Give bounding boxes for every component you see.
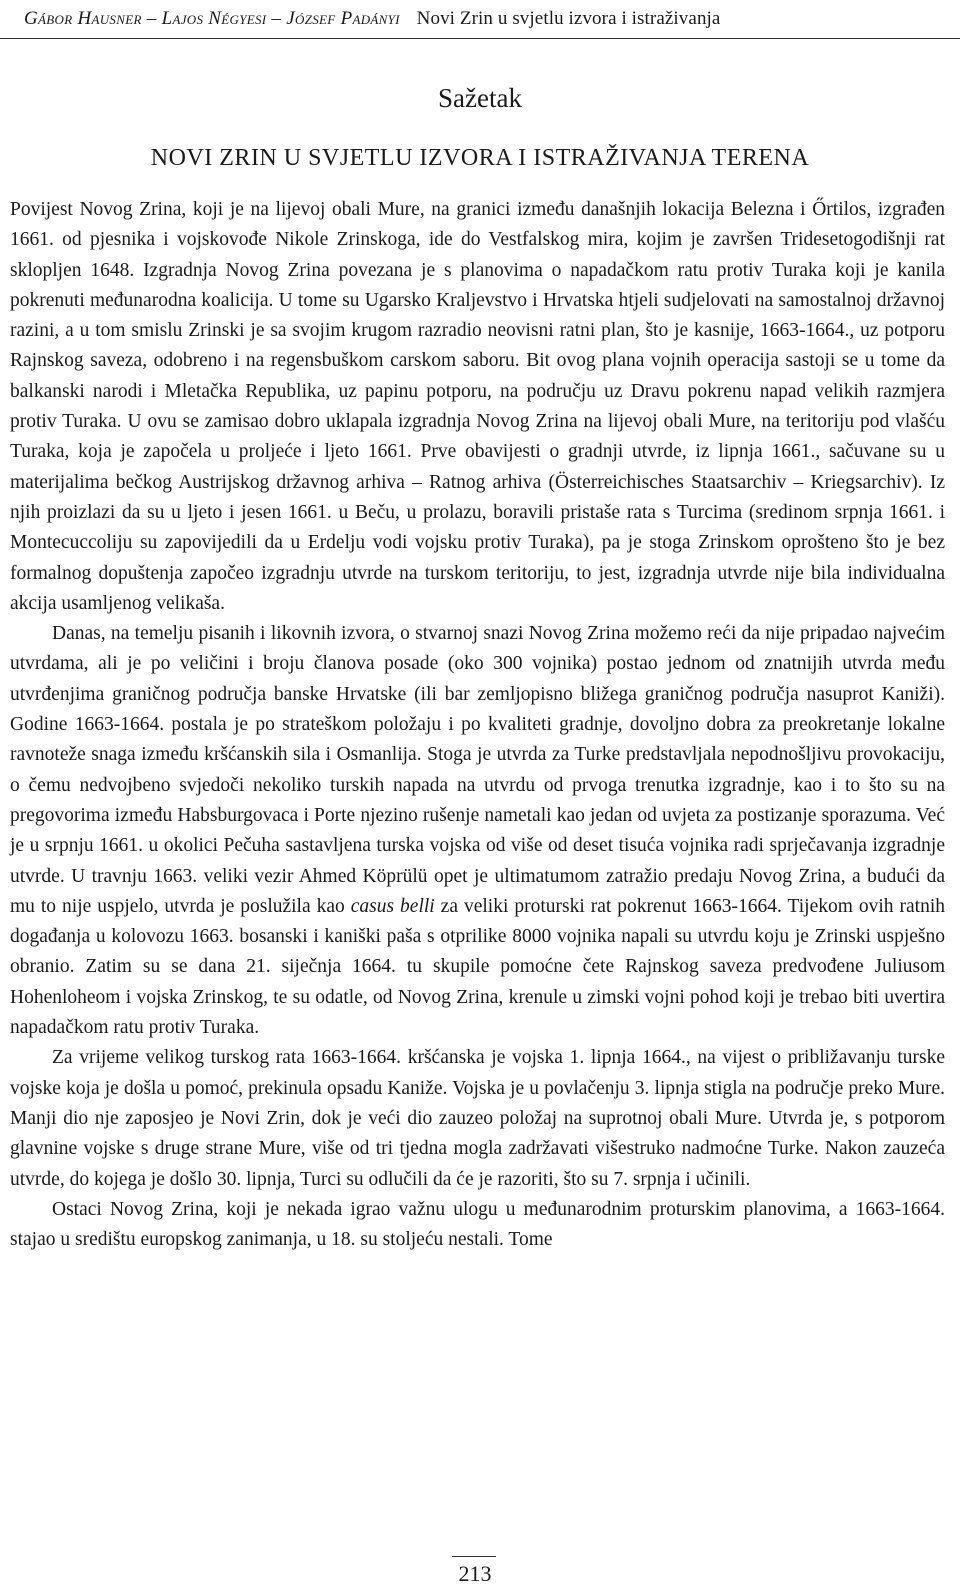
section-label: Sažetak [438,83,522,113]
header-authors: Gábor Hausner – Lajos Négyesi – József Padányi [24,8,400,29]
paragraph-2 [10,619,945,1043]
paragraph-2-text-after: za veliki proturski rat pokrenut 1663-1664. Tijekom ovih ratnih događanja u kolovozu 1663. bosanski i kaniški paša s otprilike 8000 vojnika napali su utvrdu koju je Zrinski uspješno obranio. Zatim su se dana 21. siječnja 1664. tu skupile pomoćne čete Rajnskog saveza predvođene Juliusom Hohenloheom i vojska Zrinskog, te su odatle, od Novog Zrina, krenule u zimski vojni pohod koji je trebao biti uvertira napadačkom ratu protiv Turaka. [10,895,945,1039]
header-title: Novi Zrin u svjetlu izvora i istraživanja [416,8,721,29]
summary-title: NOVI ZRIN U SVJETLU IZVORA I ISTRAŽIVANJA TERENA [150,145,810,171]
paragraph-3: Za vrijeme velikog turskog rata 1663-1664. kršćanska je vojska 1. lipnja 1664., na vijest o približavanju turske vojske koja je došla u pomoć, prekinula opsadu Kaniže. Vojska je u povlačenju 3. lipnja stigla na područje preko Mure. Manji dio nje zaposjeo je Novi Zrin, dok je veći dio zauzeo položaj na suprotnoj obali Mure. Utvrda je, s potporom glavnine vojske s druge strane Mure, više od tri tjedna mogla zadržavati višestruko nadmoćne Turke. Nakon zauzeća utvrde, do kojega je došlo 30. lipnja, Turci su odlučili da će je razoriti, što su 7. srpnja i učinili. [10,1047,945,1190]
paragraph-2-emphasis: casus belli [350,895,435,917]
footer-divider [452,1556,496,1557]
running-header [24,4,936,34]
paragraph-1: Povijest Novog Zrina, koji je na lijevoj obali Mure, na granici između današnjih lokacija Belezna i Őrtilos, izgrađen 1661. od pjesnika i vojskovođe Nikole Zrinskoga, ide do Vestfalskog mira, kojim je završen Tridesetogodišnji rat sklopljen 1648. Izgradnja Novog Zrina povezana je s planovima o napadačkom ratu protiv Turaka koji je kanila pokrenuti međunarodna koalicija. U tome su Ugarsko Kraljevstvo i Hrvatska htjeli sudjelovati na samostalnoj državnoj razini, a u tom smislu Zrinski je sa svojim krugom razradio neovisni ratni plan, što je kasnije, 1663-1664., uz potporu Rajnskog saveza, odobreno i na regensbuškom carskom saboru. Bit ovog plana vojnih operacija sastoji se u tome da balkanski narodi i Mletačka Republika, uz papinu potporu, na području uz Dravu pokrenu napad velikih razmjera protiv Turaka. U ovu se zamisao dobro uklapala izgradnja Novog Zrina na lijevoj obali Mure, na teritoriju pod vlašću Turaka, koja je započela u proljeće i ljeto 1661. Prve obavijesti o gradnji utvrde, iz lipnja 1661., sačuvane su u materijalima bečkog Austrijskog državnog arhiva – Ratnog arhiva (Österreichisches Staatsarchiv – Kriegsarchiv). Iz njih proizlazi da su u ljeto i jesen 1661. u Beču, u prolazu, boravili pristaše rata s Turcima (sredinom srpnja 1661. i Montecuccoliju su zapovijedili da u Erdelju vodi vojsku protiv Turaka), pa je stoga Zrinskom oprošteno što je bez formalnog dopuštenja započeo izgradnju utvrde na turskom teritoriju, to jest, izgradnja utvrde nije bila individualna akcija usamljenog velikaša. [10,199,945,614]
page-number: 213 [458,1561,492,1586]
header-divider [0,38,960,39]
summary-body [10,195,945,1255]
paragraph-4: Ostaci Novog Zrina, koji je nekada igrao važnu ulogu u međunarodnim proturskim planovima, a 1663-1664. stajao u središtu europskog zanimanja, u 18. su stoljeću nestali. Tome [10,1198,945,1251]
paragraph-2-text-before: Danas, na temelju pisanih i likovnih izvora, o stvarnoj snazi Novog Zrina možemo reći da nije pripadao najvećim utvrdama, ali je po veličini i broju članova posade (oko 300 vojnika) postao jednom od znatnijih utvrda među utvrđenjima graničnog područja banske Hrvatske (ili bar zemljopisno bližega graničnog područja nasuprot Kaniži). Godine 1663-1664. postala je po strateškom položaju i po kvaliteti gradnje, dovoljno dobra za preokretanje lokalne ravnoteže snaga između kršćanskih sila i Osmanlija. Stoga je utvrda za Turke predstavljala nepodnošljivu provokaciju, o čemu nedvojbeno svjedoči nekoliko turskih napada na utvrdu od prvoga trenutka izgradnje, kao i to što su na pregovorima između Habsburgovaca i Porte njezino rušenje nametali kao jedan od uvjeta za postizanje sporazuma. Već je u srpnju 1661. u okolici Pečuha sastavljena turska vojska od više od deset tisuća vojnika radi sprječavanja izgradnje utvrde. U travnju 1663. veliki vezir Ahmed Köprülü opet je ultimatumom zatražio predaju Novog Zrina, a budući da mu to nije uspjelo, utvrda je poslužila kao [10,623,945,917]
